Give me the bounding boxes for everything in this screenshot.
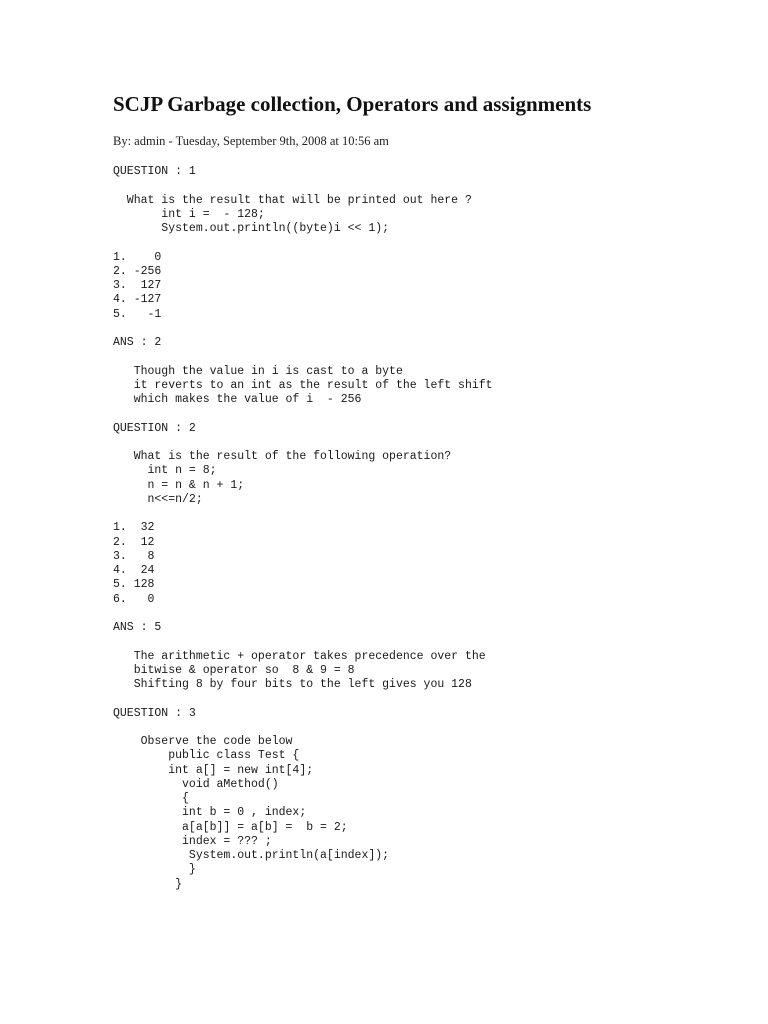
body-line: n = n & n + 1; bbox=[113, 478, 245, 492]
body-line: 2. 12 bbox=[113, 535, 155, 549]
document-body bbox=[113, 165, 493, 892]
document-byline: By: admin - Tuesday, September 9th, 2008 at 10:56 am bbox=[113, 134, 389, 148]
body-line: { bbox=[113, 792, 189, 805]
body-line: 3. 8 bbox=[113, 549, 155, 563]
body-line: QUESTION : 2 bbox=[113, 421, 196, 435]
body-line: System.out.println(a[index]); bbox=[113, 849, 390, 862]
body-line bbox=[113, 236, 493, 250]
body-line: } bbox=[113, 877, 183, 891]
body-line: QUESTION : 1 bbox=[113, 165, 196, 178]
body-line bbox=[113, 607, 493, 621]
body-line bbox=[113, 721, 493, 735]
body-line bbox=[113, 635, 493, 649]
body-line: it reverts to an int as the result of the left shift bbox=[113, 378, 493, 392]
body-line: void aMethod() bbox=[113, 777, 279, 791]
body-line: bitwise & operator so 8 & 9 = 8 bbox=[113, 663, 355, 677]
body-line: n<<=n/2; bbox=[113, 492, 203, 506]
body-line bbox=[113, 350, 493, 364]
body-line: int b = 0 , index; bbox=[113, 806, 307, 820]
body-line: 3. 127 bbox=[113, 279, 162, 292]
body-line: 1. 0 bbox=[113, 250, 162, 264]
body-line: index = ??? ; bbox=[113, 834, 272, 848]
body-line: What is the result that will be printed out here ? bbox=[113, 193, 472, 207]
body-line: ANS : 2 bbox=[113, 336, 162, 349]
body-line: a[a[b]] = a[b] = b = 2; bbox=[113, 820, 348, 834]
body-line: ANS : 5 bbox=[113, 621, 162, 634]
body-line: 4. -127 bbox=[113, 293, 162, 307]
body-line: The arithmetic + operator takes precedence over the bbox=[113, 649, 486, 663]
body-line: Observe the code below bbox=[113, 735, 293, 748]
body-line: int a[] = new int[4]; bbox=[113, 763, 314, 777]
body-line: 1. 32 bbox=[113, 521, 155, 535]
body-line bbox=[113, 407, 493, 421]
body-line: What is the result of the following operation? bbox=[113, 450, 452, 463]
body-line bbox=[113, 436, 493, 450]
body-line: } bbox=[113, 863, 196, 877]
body-line bbox=[113, 179, 493, 193]
body-line: public class Test { bbox=[113, 749, 300, 763]
body-line: int i = - 128; bbox=[113, 207, 265, 221]
body-line: 4. 24 bbox=[113, 564, 155, 577]
body-line bbox=[113, 507, 493, 521]
body-line: Shifting 8 by four bits to the left gives you 128 bbox=[113, 678, 472, 691]
body-line: 2. -256 bbox=[113, 264, 162, 278]
body-line: QUESTION : 3 bbox=[113, 706, 196, 720]
body-line: System.out.println((byte)i << 1); bbox=[113, 222, 390, 235]
body-line: 6. 0 bbox=[113, 592, 155, 606]
body-line: int n = 8; bbox=[113, 464, 217, 478]
body-line bbox=[113, 322, 493, 336]
body-line: 5. 128 bbox=[113, 578, 155, 592]
body-line bbox=[113, 692, 493, 706]
body-line: which makes the value of i - 256 bbox=[113, 393, 362, 406]
body-line: Though the value in i is cast to a byte bbox=[113, 364, 403, 378]
body-line: 5. -1 bbox=[113, 307, 162, 321]
document-title: SCJP Garbage collection, Operators and assignments bbox=[113, 92, 592, 116]
